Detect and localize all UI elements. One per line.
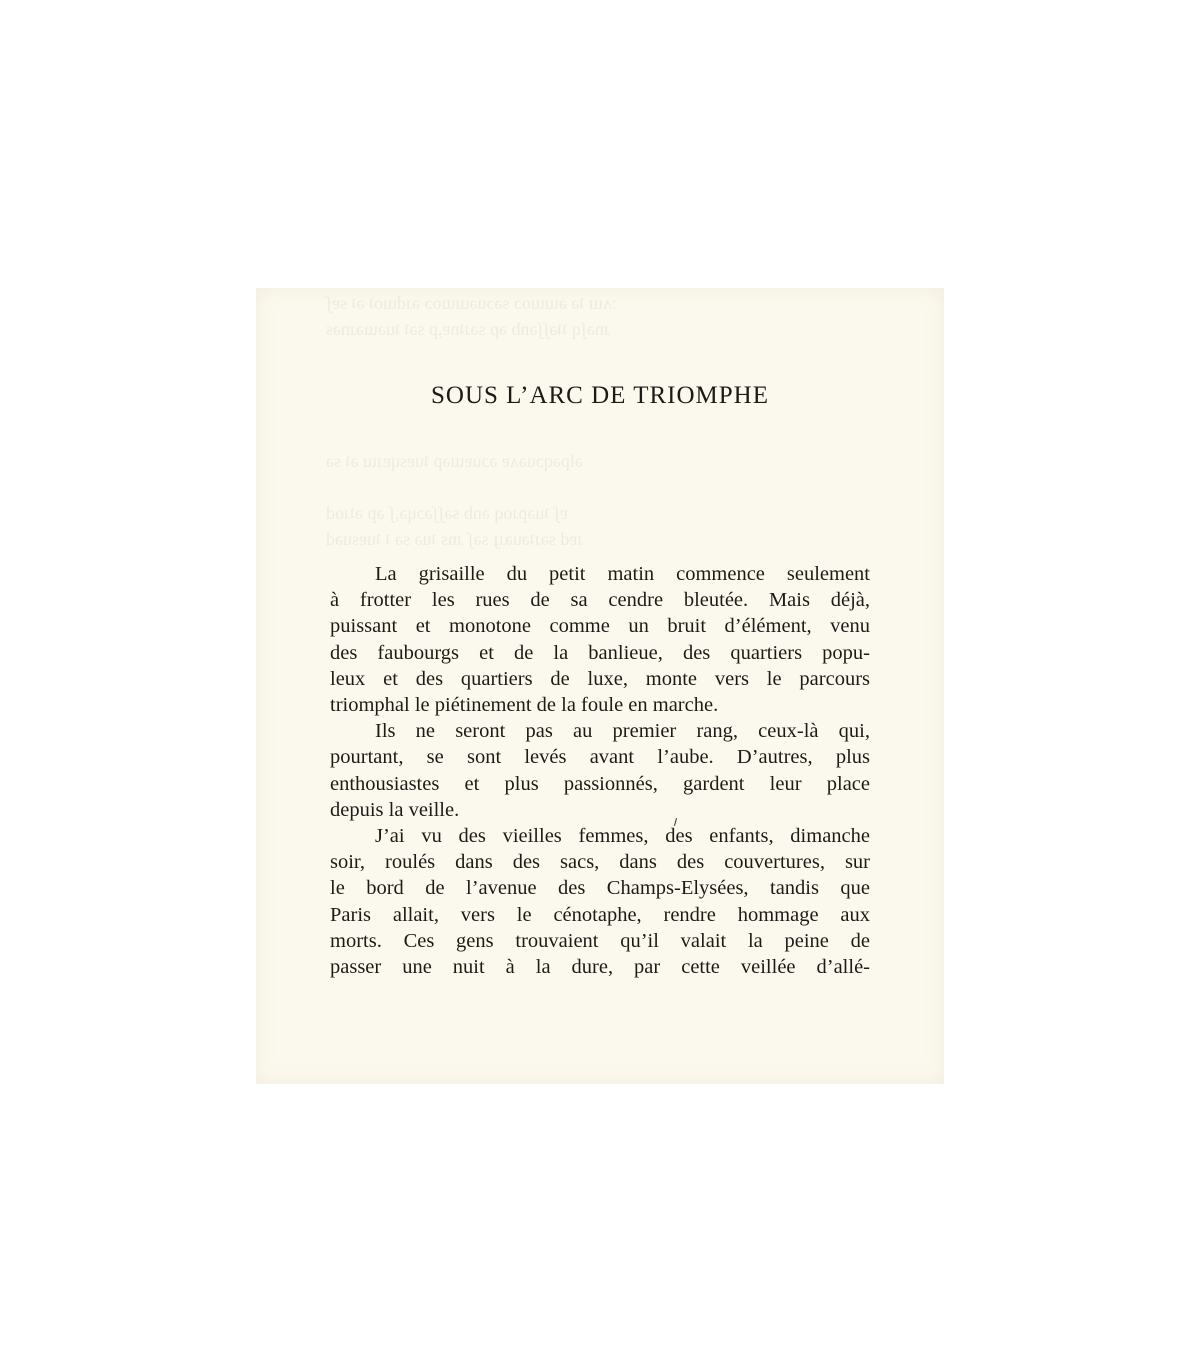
text-line: enthousiastes et plus passionnés, gardent leur place bbox=[330, 772, 870, 795]
text-line: passer une nuit à la dure, par cette veillée d’allé- bbox=[330, 956, 870, 979]
chapter-title: SOUS L’ARC DE TRIOMPHE bbox=[430, 382, 770, 409]
text-line: Paris allait, vers le cénotaphe, rendre hommage aux bbox=[330, 903, 870, 926]
show-through-text: ːʌɯ ʇǝ ǝɯɯoɔ sǝɔuǝɯɯoɔ ǝɹdɯoʇ ǝʇ sɐʃ bbox=[326, 293, 617, 313]
text-line: La grisaille du petit matin commence seulement bbox=[375, 563, 870, 585]
show-through-text: ɐʃ ʇuǝpɹoq ǝnb sǝʃʃǝɔɥǝ,ʃ ǝp ǝʇɹod bbox=[326, 503, 568, 523]
show-through-text: ɹɐd sǝɹʇǝuǝɹɟ sǝʃ ɹns ʇuǝ sǝ ʇ ʇuɐsuǝd bbox=[326, 529, 584, 549]
paragraph-3 bbox=[330, 823, 870, 980]
show-through-text: ǝlpǝqɔuǝʌɐ ǝɔuɐɯǝp ʇuɐsɥɐɹɯ ǝʇ sǝ bbox=[326, 451, 583, 471]
text-line: le bord de l’avenue des Champs-Elysées, tandis que bbox=[330, 877, 870, 900]
text-line: triomphal le piétinement de la foule en marche. bbox=[330, 694, 719, 717]
text-line: depuis la veille. bbox=[330, 798, 460, 821]
text-line: soir, roulés dans des sacs, dans des couvertures, sur bbox=[330, 851, 870, 874]
paragraph-1 bbox=[330, 561, 870, 718]
text-line: J’ai vu des vieilles femmes, des enfants, dimanche bbox=[375, 825, 870, 848]
chapter-body bbox=[330, 561, 870, 980]
text-line: leux et des quartiers de luxe, monte vers le parcours bbox=[330, 667, 870, 690]
show-through-text: ɹnǝʃq ʇʇǝʃʃǝnb ǝp sǝɹʇnɐ,p sǝʇ ʇuǝɯǝɹnǝs bbox=[326, 319, 610, 339]
text-line: pourtant, se sont levés avant l’aube. D’autres, plus bbox=[330, 746, 870, 769]
text-line: Ils ne seront pas au premier rang, ceux-là qui, bbox=[375, 720, 870, 743]
text-line: morts. Ces gens trouvaient qu’il valait la peine de bbox=[330, 929, 870, 952]
text-line: à frotter les rues de sa cendre bleutée. Mais déjà, bbox=[330, 589, 870, 612]
book-page bbox=[256, 288, 944, 1084]
text-line: puissant et monotone comme un bruit d’élément, venu bbox=[330, 615, 870, 638]
text-line: des faubourgs et de la banlieue, des quartiers popu- bbox=[330, 641, 870, 664]
paragraph-2 bbox=[330, 718, 870, 823]
